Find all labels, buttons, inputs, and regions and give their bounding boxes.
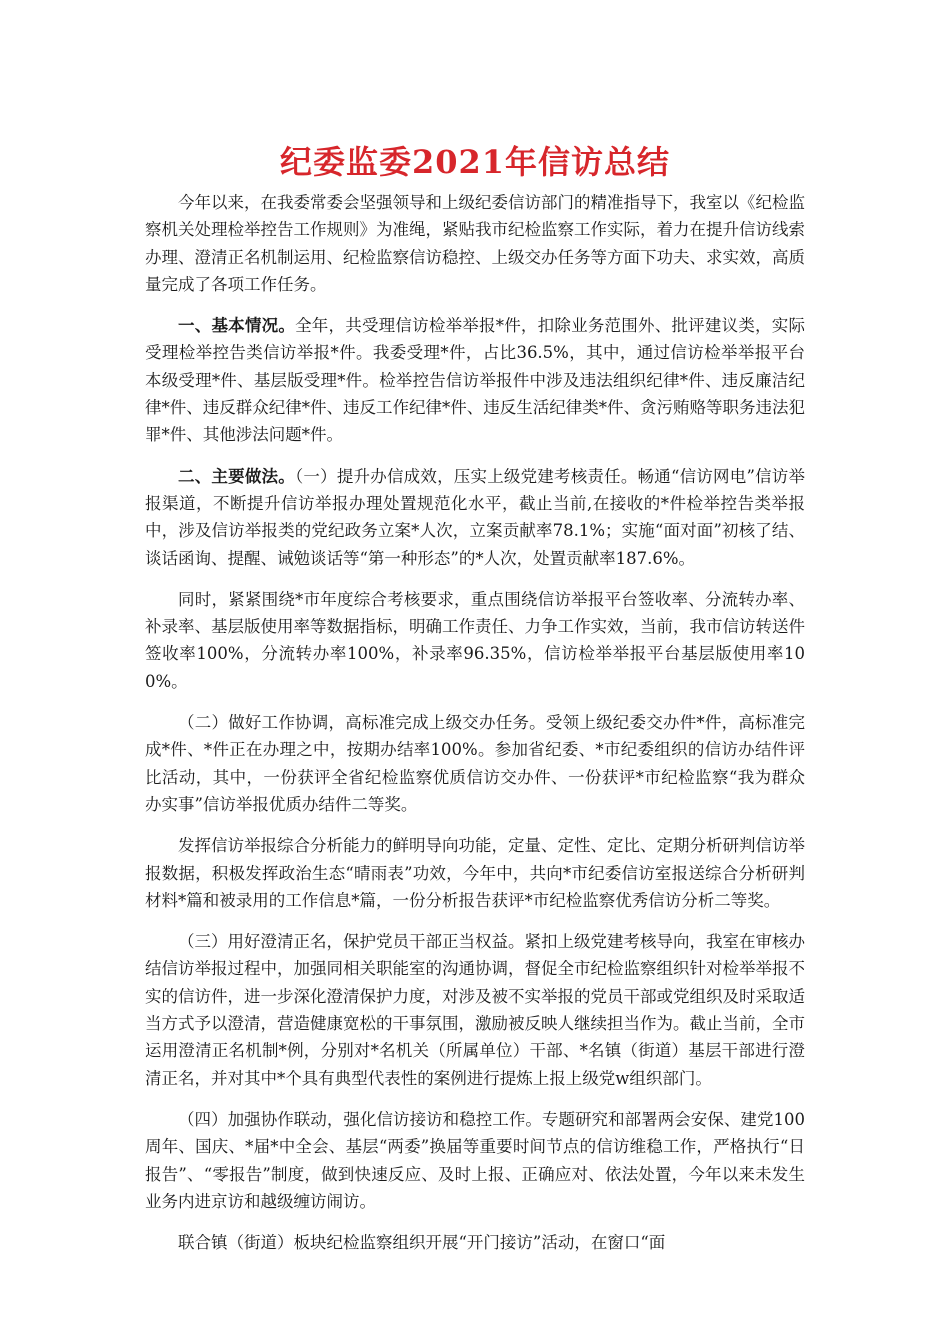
paragraph-work-coordination bbox=[145, 709, 805, 818]
paragraph-assessment-indicators bbox=[145, 586, 805, 695]
paragraph-lead: 一、基本情况。 bbox=[178, 316, 296, 336]
paragraph-text: （一）提升办信成效，压实上级党建考核责任。畅通“信访网电”信访举报渠道，不断提升信访举报办理处置规范化水平，截止当前,在接收的*件检举控告类举报中，涉及信访举报类的党纪政务立案*人次，立案贡献率78.1%；实施“面对面”初核了结、谈话函询、提醒、诫勉谈话等“第一种形态”的*人次，处置贡献率187.6%。 bbox=[145, 466, 805, 568]
paragraph-lead: 二、主要做法。 bbox=[178, 466, 295, 486]
paragraph-text: 联合镇（街道）板块纪检监察组织开展“开门接访”活动，在窗口“面 bbox=[178, 1233, 666, 1253]
paragraph-text: 同时，紧紧围绕*市年度综合考核要求，重点围绕信访举报平台签收率、分流转办率、补录率、基层版使用率等数据指标，明确工作责任、力争工作实效，当前，我市信访转送件签收率100%，分流转办率100%，补录率96.35%，信访检举举报平台基层版使用率100%。 bbox=[145, 589, 805, 691]
paragraph-basic-situation bbox=[145, 312, 805, 448]
paragraph-collaboration bbox=[145, 1106, 805, 1215]
paragraph-open-door-reception bbox=[145, 1229, 805, 1256]
paragraph-text: （二）做好工作协调，高标准完成上级交办任务。受领上级纪委交办件*件，高标准完成*件、*件正在办理之中，按期办结率100%。参加省纪委、*市纪委组织的信访办结件评比活动，其中，一份获评全省纪检监察优质信访交办件、一份获评*市纪检监察“我为群众办实事”信访举报优质办结件二等奖。 bbox=[145, 713, 805, 814]
paragraph-text: 发挥信访举报综合分析能力的鲜明导向功能，定量、定性、定比、定期分析研判信访举报数据，积极发挥政治生态“晴雨表”功效，今年中，共向*市纪委信访室报送综合分析研判材料*篇和被录用的工作信息*篇，一份分析报告获评*市纪检监察优秀信访分析二等奖。 bbox=[145, 836, 805, 910]
paragraph-text: （三）用好澄清正名，保护党员干部正当权益。紧扣上级党建考核导向，我室在审核办结信访举报过程中，加强同相关职能室的沟通协调，督促全市纪检监察组织针对检举举报不实的信访件，进一步深化澄清保护力度，对涉及被不实举报的党员干部或党组织及时采取适当方式予以澄清，营造健康宽松的干事氛围，激励被反映人继续担当作为。截止当前，全市运用澄清正名机制*例，分别对*名机关（所属单位）干部、*名镇（街道）基层干部进行澄清正名，并对其中*个具有典型代表性的案例进行提炼上报上级党w组织部门。 bbox=[145, 932, 805, 1088]
document-body bbox=[145, 189, 805, 1256]
paragraph-text: 全年，共受理信访检举举报*件，扣除业务范围外、批评建议类，实际受理检举控告类信访举报*件。我委受理*件，占比36.5%，其中，通过信访检举举报平台本级受理*件、基层版受理*件。检举控告信访举报件中涉及违法组织纪律*件、违反廉洁纪律*件、违反群众纪律*件、违反工作纪律*件、违反生活纪律类*件、贪污贿赂等职务违法犯罪*件、其他涉法问题*件。 bbox=[145, 316, 806, 445]
paragraph-clarification bbox=[145, 928, 805, 1092]
paragraph-text: 今年以来，在我委常委会坚强领导和上级纪委信访部门的精准指导下，我室以《纪检监察机关处理检举控告工作规则》为准绳，紧贴我市纪检监察工作实际，着力在提升信访线索办理、澄清正名机制运用、纪检监察信访稳控、上级交办任务等方面下功夫、求实效，高质量完成了各项工作任务。 bbox=[145, 193, 805, 294]
document-title: 纪委监委2021年信访总结 bbox=[279, 143, 671, 181]
paragraph-intro bbox=[145, 189, 805, 298]
paragraph-text: （四）加强协作联动，强化信访接访和稳控工作。专题研究和部署两会安保、建党100周年、国庆、*届*中全会、基层“两委”换届等重要时间节点的信访维稳工作，严格执行“日报告”、“零报告”制度，做到快速反应、及时上报、正确应对、依法处置，今年以来未发生业务内进京访和越级缠访闹访。 bbox=[145, 1109, 805, 1211]
paragraph-comprehensive-analysis bbox=[145, 832, 805, 914]
paragraph-main-practices bbox=[145, 463, 805, 572]
